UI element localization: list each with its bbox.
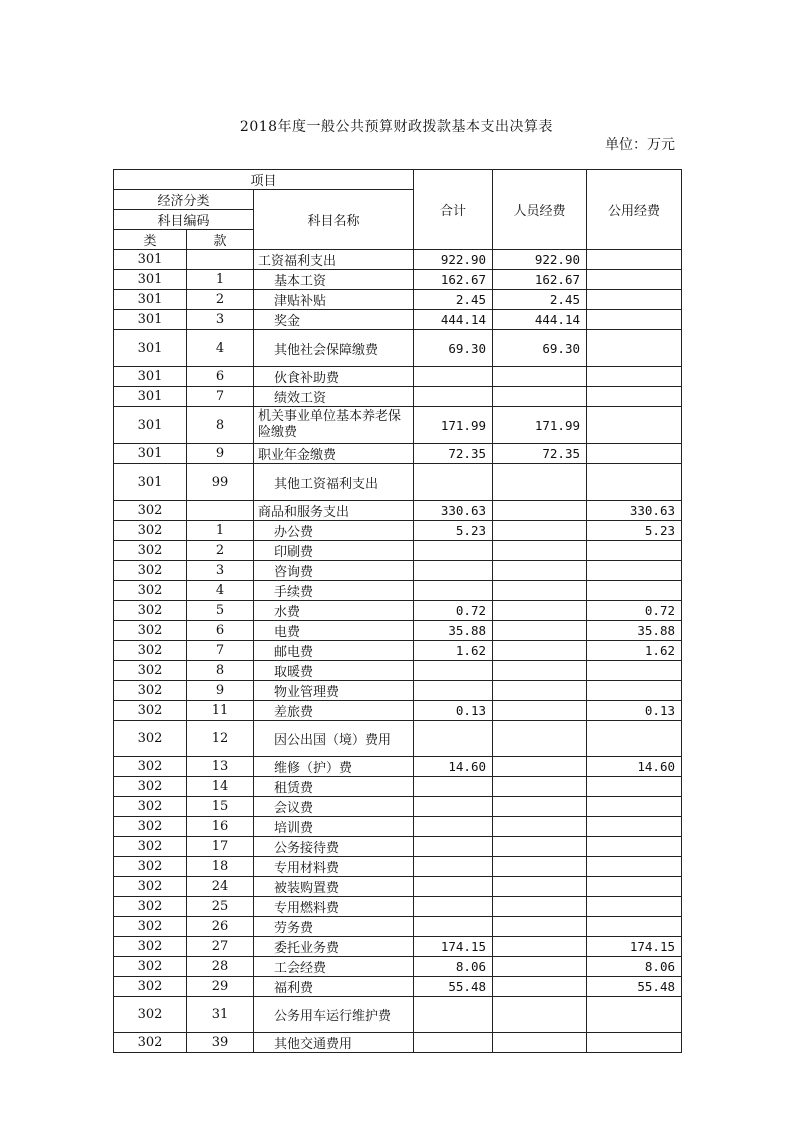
cell-lei: 301 bbox=[114, 310, 187, 330]
table-row bbox=[114, 250, 682, 270]
cell-personnel bbox=[493, 521, 587, 541]
cell-lei: 302 bbox=[114, 757, 187, 777]
table-row bbox=[114, 444, 682, 464]
table-row bbox=[114, 777, 682, 797]
cell-lei: 302 bbox=[114, 641, 187, 661]
cell-kuan: 39 bbox=[187, 1033, 254, 1053]
table-row bbox=[114, 367, 682, 387]
cell-subject-name: 其他社会保障缴费 bbox=[254, 330, 414, 367]
cell-personnel: 69.30 bbox=[493, 330, 587, 367]
unit-label: 单位：万元 bbox=[605, 137, 675, 153]
table-row bbox=[114, 997, 682, 1033]
cell-total bbox=[414, 777, 493, 797]
cell-kuan: 9 bbox=[187, 444, 254, 464]
table-row bbox=[114, 797, 682, 817]
table-row bbox=[114, 407, 682, 444]
cell-subject-name: 绩效工资 bbox=[254, 387, 414, 407]
cell-lei: 302 bbox=[114, 501, 187, 521]
cell-lei: 301 bbox=[114, 250, 187, 270]
cell-kuan: 15 bbox=[187, 797, 254, 817]
table-row bbox=[114, 290, 682, 310]
cell-kuan: 31 bbox=[187, 997, 254, 1033]
table-row bbox=[114, 330, 682, 367]
cell-public bbox=[587, 721, 682, 757]
cell-total: 5.23 bbox=[414, 521, 493, 541]
cell-personnel bbox=[493, 681, 587, 701]
table-row bbox=[114, 681, 682, 701]
header-kuan: 款 bbox=[187, 230, 254, 250]
cell-lei: 302 bbox=[114, 521, 187, 541]
cell-subject-name: 福利费 bbox=[254, 977, 414, 997]
cell-subject-name: 委托业务费 bbox=[254, 937, 414, 957]
cell-subject-name: 咨询费 bbox=[254, 561, 414, 581]
cell-personnel bbox=[493, 817, 587, 837]
cell-personnel bbox=[493, 501, 587, 521]
cell-total: 330.63 bbox=[414, 501, 493, 521]
cell-total bbox=[414, 721, 493, 757]
cell-total: 922.90 bbox=[414, 250, 493, 270]
cell-personnel bbox=[493, 641, 587, 661]
cell-public bbox=[587, 290, 682, 310]
cell-kuan: 6 bbox=[187, 621, 254, 641]
cell-total: 1.62 bbox=[414, 641, 493, 661]
cell-total bbox=[414, 817, 493, 837]
table-row bbox=[114, 661, 682, 681]
cell-lei: 302 bbox=[114, 541, 187, 561]
cell-personnel bbox=[493, 877, 587, 897]
cell-lei: 301 bbox=[114, 444, 187, 464]
cell-kuan: 26 bbox=[187, 917, 254, 937]
cell-lei: 302 bbox=[114, 937, 187, 957]
cell-personnel: 72.35 bbox=[493, 444, 587, 464]
cell-lei: 301 bbox=[114, 270, 187, 290]
cell-total: 14.60 bbox=[414, 757, 493, 777]
cell-kuan: 4 bbox=[187, 330, 254, 367]
cell-kuan: 9 bbox=[187, 681, 254, 701]
table-header bbox=[114, 170, 682, 250]
page-title: 2018年度一般公共预算财政拨款基本支出决算表 bbox=[239, 119, 554, 135]
cell-personnel bbox=[493, 601, 587, 621]
cell-subject-name: 电费 bbox=[254, 621, 414, 641]
cell-total bbox=[414, 387, 493, 407]
cell-personnel: 171.99 bbox=[493, 407, 587, 444]
cell-total bbox=[414, 917, 493, 937]
cell-public: 0.13 bbox=[587, 701, 682, 721]
table-row bbox=[114, 541, 682, 561]
cell-public bbox=[587, 310, 682, 330]
cell-total bbox=[414, 877, 493, 897]
expenditure-table bbox=[113, 169, 682, 1053]
cell-lei: 301 bbox=[114, 407, 187, 444]
cell-subject-name: 奖金 bbox=[254, 310, 414, 330]
table-row bbox=[114, 937, 682, 957]
cell-personnel bbox=[493, 777, 587, 797]
cell-personnel bbox=[493, 897, 587, 917]
cell-lei: 301 bbox=[114, 367, 187, 387]
cell-total: 0.13 bbox=[414, 701, 493, 721]
cell-subject-name: 职业年金缴费 bbox=[254, 444, 414, 464]
cell-total bbox=[414, 857, 493, 877]
table-row bbox=[114, 561, 682, 581]
cell-public bbox=[587, 250, 682, 270]
cell-lei: 302 bbox=[114, 817, 187, 837]
cell-total bbox=[414, 464, 493, 501]
cell-total bbox=[414, 897, 493, 917]
table-row bbox=[114, 621, 682, 641]
cell-subject-name: 物业管理费 bbox=[254, 681, 414, 701]
cell-subject-name: 伙食补助费 bbox=[254, 367, 414, 387]
cell-public bbox=[587, 561, 682, 581]
cell-subject-name: 工会经费 bbox=[254, 957, 414, 977]
cell-personnel bbox=[493, 701, 587, 721]
cell-lei: 302 bbox=[114, 897, 187, 917]
cell-personnel: 922.90 bbox=[493, 250, 587, 270]
cell-public bbox=[587, 797, 682, 817]
cell-total bbox=[414, 581, 493, 601]
table-row bbox=[114, 877, 682, 897]
cell-lei: 302 bbox=[114, 917, 187, 937]
cell-total: 162.67 bbox=[414, 270, 493, 290]
header-personnel: 人员经费 bbox=[493, 170, 587, 250]
cell-subject-name: 专用燃料费 bbox=[254, 897, 414, 917]
cell-total: 0.72 bbox=[414, 601, 493, 621]
cell-total: 8.06 bbox=[414, 957, 493, 977]
cell-subject-name: 津贴补贴 bbox=[254, 290, 414, 310]
cell-personnel bbox=[493, 541, 587, 561]
cell-subject-name: 其他工资福利支出 bbox=[254, 464, 414, 501]
cell-personnel bbox=[493, 977, 587, 997]
cell-personnel bbox=[493, 621, 587, 641]
cell-lei: 302 bbox=[114, 997, 187, 1033]
cell-public bbox=[587, 1033, 682, 1053]
cell-subject-name: 邮电费 bbox=[254, 641, 414, 661]
cell-subject-name: 工资福利支出 bbox=[254, 250, 414, 270]
cell-lei: 302 bbox=[114, 601, 187, 621]
cell-kuan: 8 bbox=[187, 661, 254, 681]
cell-kuan: 18 bbox=[187, 857, 254, 877]
cell-kuan: 13 bbox=[187, 757, 254, 777]
cell-personnel: 162.67 bbox=[493, 270, 587, 290]
cell-lei: 302 bbox=[114, 977, 187, 997]
cell-public bbox=[587, 464, 682, 501]
cell-kuan: 29 bbox=[187, 977, 254, 997]
cell-subject-name: 取暖费 bbox=[254, 661, 414, 681]
cell-personnel bbox=[493, 857, 587, 877]
cell-lei: 301 bbox=[114, 330, 187, 367]
cell-personnel bbox=[493, 387, 587, 407]
cell-subject-name: 劳务费 bbox=[254, 917, 414, 937]
cell-personnel bbox=[493, 464, 587, 501]
header-lei: 类 bbox=[114, 230, 187, 250]
cell-personnel bbox=[493, 367, 587, 387]
cell-total: 444.14 bbox=[414, 310, 493, 330]
header-item: 项目 bbox=[114, 170, 414, 190]
cell-total bbox=[414, 797, 493, 817]
table-row bbox=[114, 464, 682, 501]
cell-lei: 301 bbox=[114, 464, 187, 501]
cell-kuan bbox=[187, 501, 254, 521]
cell-total: 35.88 bbox=[414, 621, 493, 641]
cell-subject-name: 其他交通费用 bbox=[254, 1033, 414, 1053]
cell-total: 174.15 bbox=[414, 937, 493, 957]
cell-personnel bbox=[493, 561, 587, 581]
cell-lei: 301 bbox=[114, 290, 187, 310]
header-subject-code: 科目编码 bbox=[114, 210, 254, 230]
cell-lei: 302 bbox=[114, 957, 187, 977]
cell-public: 55.48 bbox=[587, 977, 682, 997]
table-row bbox=[114, 641, 682, 661]
cell-subject-name: 公务接待费 bbox=[254, 837, 414, 857]
cell-kuan: 7 bbox=[187, 387, 254, 407]
cell-lei: 302 bbox=[114, 797, 187, 817]
cell-kuan: 6 bbox=[187, 367, 254, 387]
cell-public bbox=[587, 817, 682, 837]
cell-subject-name: 被装购置费 bbox=[254, 877, 414, 897]
cell-public: 1.62 bbox=[587, 641, 682, 661]
cell-personnel bbox=[493, 997, 587, 1033]
cell-total: 69.30 bbox=[414, 330, 493, 367]
cell-kuan: 16 bbox=[187, 817, 254, 837]
cell-public: 35.88 bbox=[587, 621, 682, 641]
cell-kuan: 1 bbox=[187, 270, 254, 290]
cell-personnel bbox=[493, 957, 587, 977]
table-row bbox=[114, 387, 682, 407]
cell-lei: 302 bbox=[114, 681, 187, 701]
cell-personnel bbox=[493, 937, 587, 957]
cell-public: 14.60 bbox=[587, 757, 682, 777]
cell-public bbox=[587, 541, 682, 561]
cell-subject-name: 专用材料费 bbox=[254, 857, 414, 877]
cell-subject-name: 公务用车运行维护费 bbox=[254, 997, 414, 1033]
cell-lei: 302 bbox=[114, 701, 187, 721]
cell-subject-name: 租赁费 bbox=[254, 777, 414, 797]
table-row bbox=[114, 837, 682, 857]
cell-total: 72.35 bbox=[414, 444, 493, 464]
cell-kuan: 24 bbox=[187, 877, 254, 897]
cell-public bbox=[587, 444, 682, 464]
cell-public bbox=[587, 897, 682, 917]
cell-public: 8.06 bbox=[587, 957, 682, 977]
cell-kuan: 14 bbox=[187, 777, 254, 797]
cell-kuan: 2 bbox=[187, 290, 254, 310]
cell-public bbox=[587, 857, 682, 877]
table-row bbox=[114, 957, 682, 977]
cell-lei: 302 bbox=[114, 581, 187, 601]
cell-subject-name: 培训费 bbox=[254, 817, 414, 837]
cell-personnel bbox=[493, 661, 587, 681]
cell-total bbox=[414, 1033, 493, 1053]
cell-public bbox=[587, 407, 682, 444]
table-row bbox=[114, 977, 682, 997]
cell-total bbox=[414, 997, 493, 1033]
cell-total: 2.45 bbox=[414, 290, 493, 310]
table-row bbox=[114, 857, 682, 877]
cell-public bbox=[587, 581, 682, 601]
cell-lei: 302 bbox=[114, 857, 187, 877]
header-econ-class: 经济分类 bbox=[114, 190, 254, 210]
cell-kuan: 4 bbox=[187, 581, 254, 601]
cell-kuan: 12 bbox=[187, 721, 254, 757]
cell-lei: 301 bbox=[114, 387, 187, 407]
cell-public: 330.63 bbox=[587, 501, 682, 521]
cell-public bbox=[587, 270, 682, 290]
cell-subject-name: 机关事业单位基本养老保险缴费 bbox=[254, 407, 414, 444]
table-row bbox=[114, 1033, 682, 1053]
cell-kuan: 25 bbox=[187, 897, 254, 917]
cell-subject-name: 会议费 bbox=[254, 797, 414, 817]
cell-kuan: 17 bbox=[187, 837, 254, 857]
table-row bbox=[114, 817, 682, 837]
cell-kuan bbox=[187, 250, 254, 270]
cell-kuan: 1 bbox=[187, 521, 254, 541]
cell-kuan: 99 bbox=[187, 464, 254, 501]
cell-kuan: 8 bbox=[187, 407, 254, 444]
cell-lei: 302 bbox=[114, 561, 187, 581]
cell-total bbox=[414, 367, 493, 387]
table-body bbox=[114, 250, 682, 1053]
cell-subject-name: 印刷费 bbox=[254, 541, 414, 561]
cell-public bbox=[587, 877, 682, 897]
cell-public bbox=[587, 330, 682, 367]
cell-subject-name: 手续费 bbox=[254, 581, 414, 601]
table-row bbox=[114, 757, 682, 777]
cell-personnel: 444.14 bbox=[493, 310, 587, 330]
cell-total bbox=[414, 681, 493, 701]
cell-subject-name: 商品和服务支出 bbox=[254, 501, 414, 521]
cell-lei: 302 bbox=[114, 1033, 187, 1053]
cell-public: 5.23 bbox=[587, 521, 682, 541]
cell-personnel bbox=[493, 837, 587, 857]
table-row bbox=[114, 917, 682, 937]
cell-total bbox=[414, 837, 493, 857]
header-public: 公用经费 bbox=[587, 170, 682, 250]
table-row bbox=[114, 897, 682, 917]
cell-lei: 302 bbox=[114, 837, 187, 857]
cell-kuan: 3 bbox=[187, 310, 254, 330]
cell-personnel bbox=[493, 581, 587, 601]
cell-public bbox=[587, 681, 682, 701]
cell-subject-name: 基本工资 bbox=[254, 270, 414, 290]
cell-public: 0.72 bbox=[587, 601, 682, 621]
cell-subject-name: 维修（护）费 bbox=[254, 757, 414, 777]
cell-public bbox=[587, 777, 682, 797]
cell-kuan: 7 bbox=[187, 641, 254, 661]
cell-total bbox=[414, 561, 493, 581]
cell-lei: 302 bbox=[114, 877, 187, 897]
table-row bbox=[114, 521, 682, 541]
cell-personnel bbox=[493, 721, 587, 757]
table-row bbox=[114, 270, 682, 290]
cell-lei: 302 bbox=[114, 777, 187, 797]
cell-lei: 302 bbox=[114, 721, 187, 757]
table-row bbox=[114, 701, 682, 721]
cell-total bbox=[414, 661, 493, 681]
cell-subject-name: 水费 bbox=[254, 601, 414, 621]
cell-subject-name: 差旅费 bbox=[254, 701, 414, 721]
header-subject-name: 科目名称 bbox=[254, 190, 414, 250]
cell-public bbox=[587, 387, 682, 407]
cell-public bbox=[587, 367, 682, 387]
cell-public: 174.15 bbox=[587, 937, 682, 957]
header-total: 合计 bbox=[414, 170, 493, 250]
cell-personnel bbox=[493, 797, 587, 817]
cell-lei: 302 bbox=[114, 661, 187, 681]
cell-kuan: 11 bbox=[187, 701, 254, 721]
cell-lei: 302 bbox=[114, 621, 187, 641]
table-row bbox=[114, 501, 682, 521]
cell-personnel bbox=[493, 917, 587, 937]
table-row bbox=[114, 721, 682, 757]
cell-public bbox=[587, 917, 682, 937]
cell-total: 55.48 bbox=[414, 977, 493, 997]
cell-public bbox=[587, 837, 682, 857]
cell-kuan: 2 bbox=[187, 541, 254, 561]
cell-kuan: 5 bbox=[187, 601, 254, 621]
cell-kuan: 27 bbox=[187, 937, 254, 957]
table-row bbox=[114, 581, 682, 601]
table-row bbox=[114, 310, 682, 330]
cell-personnel bbox=[493, 757, 587, 777]
cell-public bbox=[587, 661, 682, 681]
cell-subject-name: 因公出国（境）费用 bbox=[254, 721, 414, 757]
cell-personnel bbox=[493, 1033, 587, 1053]
cell-total: 171.99 bbox=[414, 407, 493, 444]
cell-subject-name: 办公费 bbox=[254, 521, 414, 541]
cell-kuan: 3 bbox=[187, 561, 254, 581]
cell-personnel: 2.45 bbox=[493, 290, 587, 310]
cell-public bbox=[587, 997, 682, 1033]
cell-total bbox=[414, 541, 493, 561]
cell-kuan: 28 bbox=[187, 957, 254, 977]
table-row bbox=[114, 601, 682, 621]
